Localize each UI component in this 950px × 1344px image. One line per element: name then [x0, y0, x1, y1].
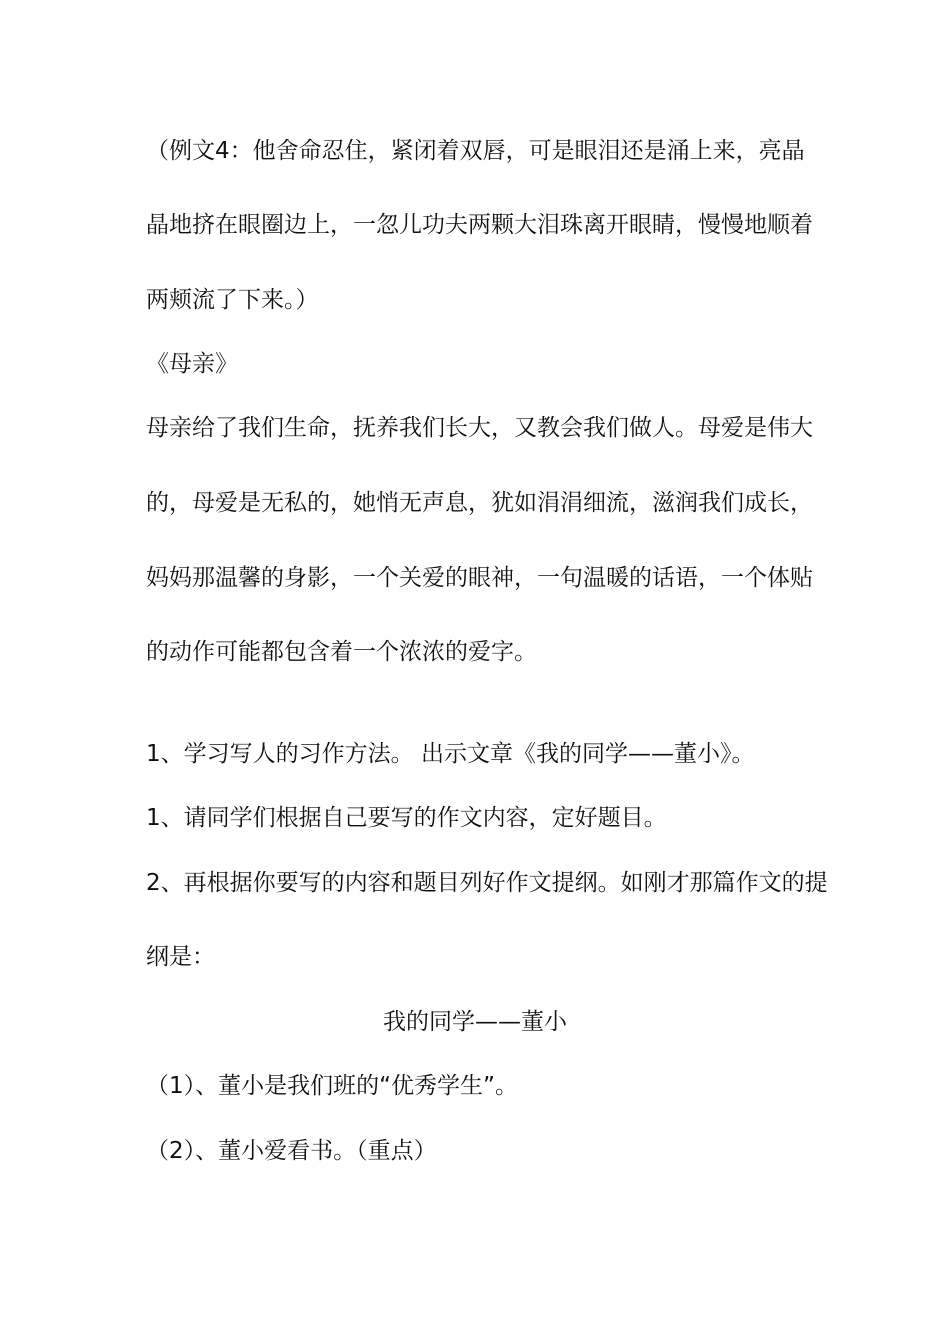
example-4-line-1: （例文4：他舍命忍住，紧闭着双唇，可是眼泪还是涌上来，亮晶 — [146, 138, 805, 164]
instruction-2-line-1: 2、再根据你要写的内容和题目列好作文提纲。如刚才那篇作文的提 — [146, 870, 828, 896]
outline-item-1: （1）、董小是我们班的“优秀学生”。 — [146, 1073, 518, 1099]
instruction-2-line-2: 纲是： — [146, 944, 215, 970]
article-title-mother: 《母亲》 — [146, 351, 238, 377]
outline-item-2: （2）、董小爱看书。（重点） — [146, 1138, 437, 1164]
example-4-line-2: 晶地挤在眼圈边上，一忽儿功夫两颗大泪珠离开眼睛，慢慢地顺着 — [146, 212, 813, 238]
instruction-1: 1、请同学们根据自己要写的作文内容，定好题目。 — [146, 805, 667, 831]
outline-title: 我的同学——董小 — [383, 1009, 567, 1035]
mother-paragraph-line-3: 妈妈那温馨的身影，一个关爱的眼神，一句温暖的话语，一个体贴 — [146, 565, 813, 591]
step-1-heading: 1、学习写人的习作方法。 出示文章《我的同学——董小》。 — [146, 741, 755, 767]
example-4-line-3: 两颊流了下来。） — [146, 287, 319, 313]
mother-paragraph-line-4: 的动作可能都包含着一个浓浓的爱字。 — [146, 639, 537, 665]
mother-paragraph-line-1: 母亲给了我们生命，抚养我们长大，又教会我们做人。母爱是伟大 — [146, 415, 813, 441]
mother-paragraph-line-2: 的，母爱是无私的，她悄无声息，犹如涓涓细流，滋润我们成长， — [146, 490, 813, 516]
